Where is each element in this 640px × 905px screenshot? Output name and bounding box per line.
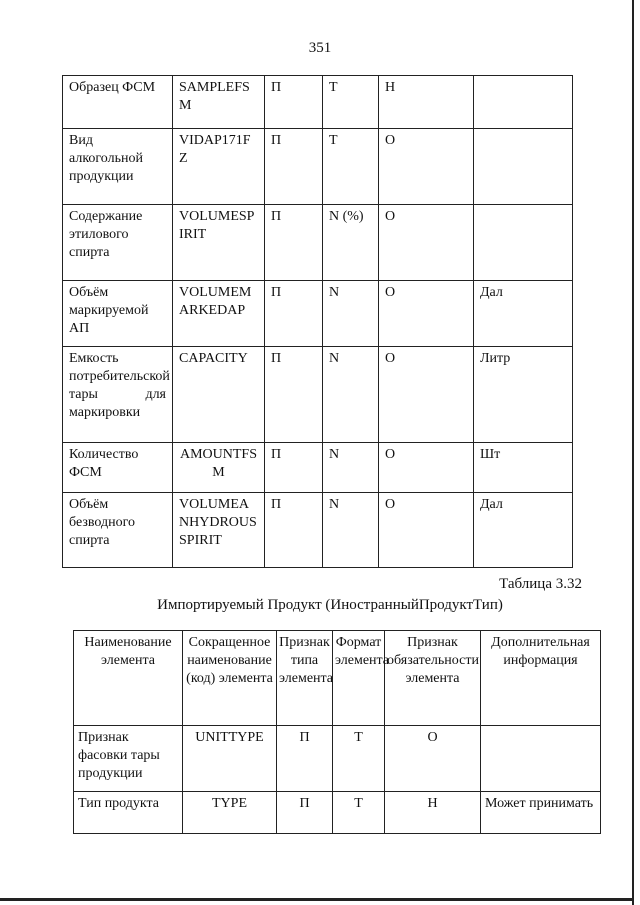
element-type-cell: П (277, 726, 333, 792)
element-name-cell: Содержание этилового спирта (63, 205, 173, 281)
element-info-cell (474, 205, 573, 281)
element-required-cell: О (379, 129, 474, 205)
table-row (63, 443, 573, 493)
table-caption: Таблица 3.32 (499, 576, 582, 592)
element-name-cell: Образец ФСМ (63, 76, 173, 129)
table-row (63, 205, 573, 281)
element-code-cell: CAPACITY (173, 347, 265, 443)
element-required-cell: Н (385, 792, 481, 834)
element-code-cell: VOLUMESPIRIT (173, 205, 265, 281)
element-info-cell (474, 129, 573, 205)
element-code-cell: TYPE (183, 792, 277, 834)
element-code-cell: VOLUMEANHYDROUSSPIRIT (173, 493, 265, 568)
element-required-cell: О (379, 347, 474, 443)
element-required-cell: О (379, 493, 474, 568)
element-type-cell: П (265, 281, 323, 347)
element-type-cell: П (265, 76, 323, 129)
page-edge-right (632, 0, 634, 905)
table-row (63, 281, 573, 347)
header-element-required: Признак обязательности элемента (385, 631, 481, 726)
element-type-cell: П (265, 129, 323, 205)
header-additional-info: Дополнительная информация (481, 631, 601, 726)
header-element-type: Признак типа элемента (277, 631, 333, 726)
element-info-cell (481, 726, 601, 792)
element-required-cell: О (379, 443, 474, 493)
element-format-cell: N (323, 347, 379, 443)
element-name-cell: Вид алкогольной продукции (63, 129, 173, 205)
element-format-cell: Т (323, 76, 379, 129)
elements-table-continued (62, 75, 573, 568)
element-format-cell: N (323, 281, 379, 347)
table-row (63, 76, 573, 129)
element-name-cell: Признак фасовки тары продукции (74, 726, 183, 792)
element-code-cell: UNITTYPE (183, 726, 277, 792)
table-row (74, 726, 601, 792)
element-info-cell: Литр (474, 347, 573, 443)
element-name-cell: Объём маркируемой АП (63, 281, 173, 347)
element-name-cell: Тип продукта (74, 792, 183, 834)
table-header-row (74, 631, 601, 726)
table-row (63, 347, 573, 443)
header-element-code: Сокращенное наименование (код) элемента (183, 631, 277, 726)
element-code-cell: VOLUMEMARKEDAP (173, 281, 265, 347)
element-name-cell: Объём безводного спирта (63, 493, 173, 568)
element-code-cell: VIDAP171FZ (173, 129, 265, 205)
page-edge-bottom (0, 898, 634, 901)
element-info-cell: Может принимать (481, 792, 601, 834)
element-format-cell: Т (323, 129, 379, 205)
table-row (63, 493, 573, 568)
table-row (63, 129, 573, 205)
header-element-name: Наименование элемента (74, 631, 183, 726)
element-info-cell: Шт (474, 443, 573, 493)
element-format-cell: N (323, 443, 379, 493)
element-format-cell: N (323, 493, 379, 568)
imported-product-table (73, 630, 601, 834)
element-required-cell: О (379, 281, 474, 347)
table-title: Импортируемый Продукт (ИностранныйПродуктТип) (157, 597, 503, 613)
element-format-cell: N (%) (323, 205, 379, 281)
element-type-cell: П (265, 205, 323, 281)
table-row (74, 792, 601, 834)
element-info-cell (474, 76, 573, 129)
element-info-cell: Дал (474, 281, 573, 347)
element-required-cell: О (385, 726, 481, 792)
element-code-cell: AMOUNTFSM (173, 443, 265, 493)
header-element-format: Формат элемента (333, 631, 385, 726)
element-code-cell: SAMPLEFSM (173, 76, 265, 129)
element-type-cell: П (265, 443, 323, 493)
element-name-cell: Количество ФСМ (63, 443, 173, 493)
element-format-cell: Т (333, 726, 385, 792)
page-number: 351 (308, 40, 332, 56)
element-type-cell: П (265, 493, 323, 568)
element-type-cell: П (265, 347, 323, 443)
element-required-cell: О (379, 205, 474, 281)
element-type-cell: П (277, 792, 333, 834)
element-format-cell: Т (333, 792, 385, 834)
element-required-cell: Н (379, 76, 474, 129)
element-name-cell: Емкость потребительской тары для маркировки (63, 347, 173, 443)
element-info-cell: Дал (474, 493, 573, 568)
